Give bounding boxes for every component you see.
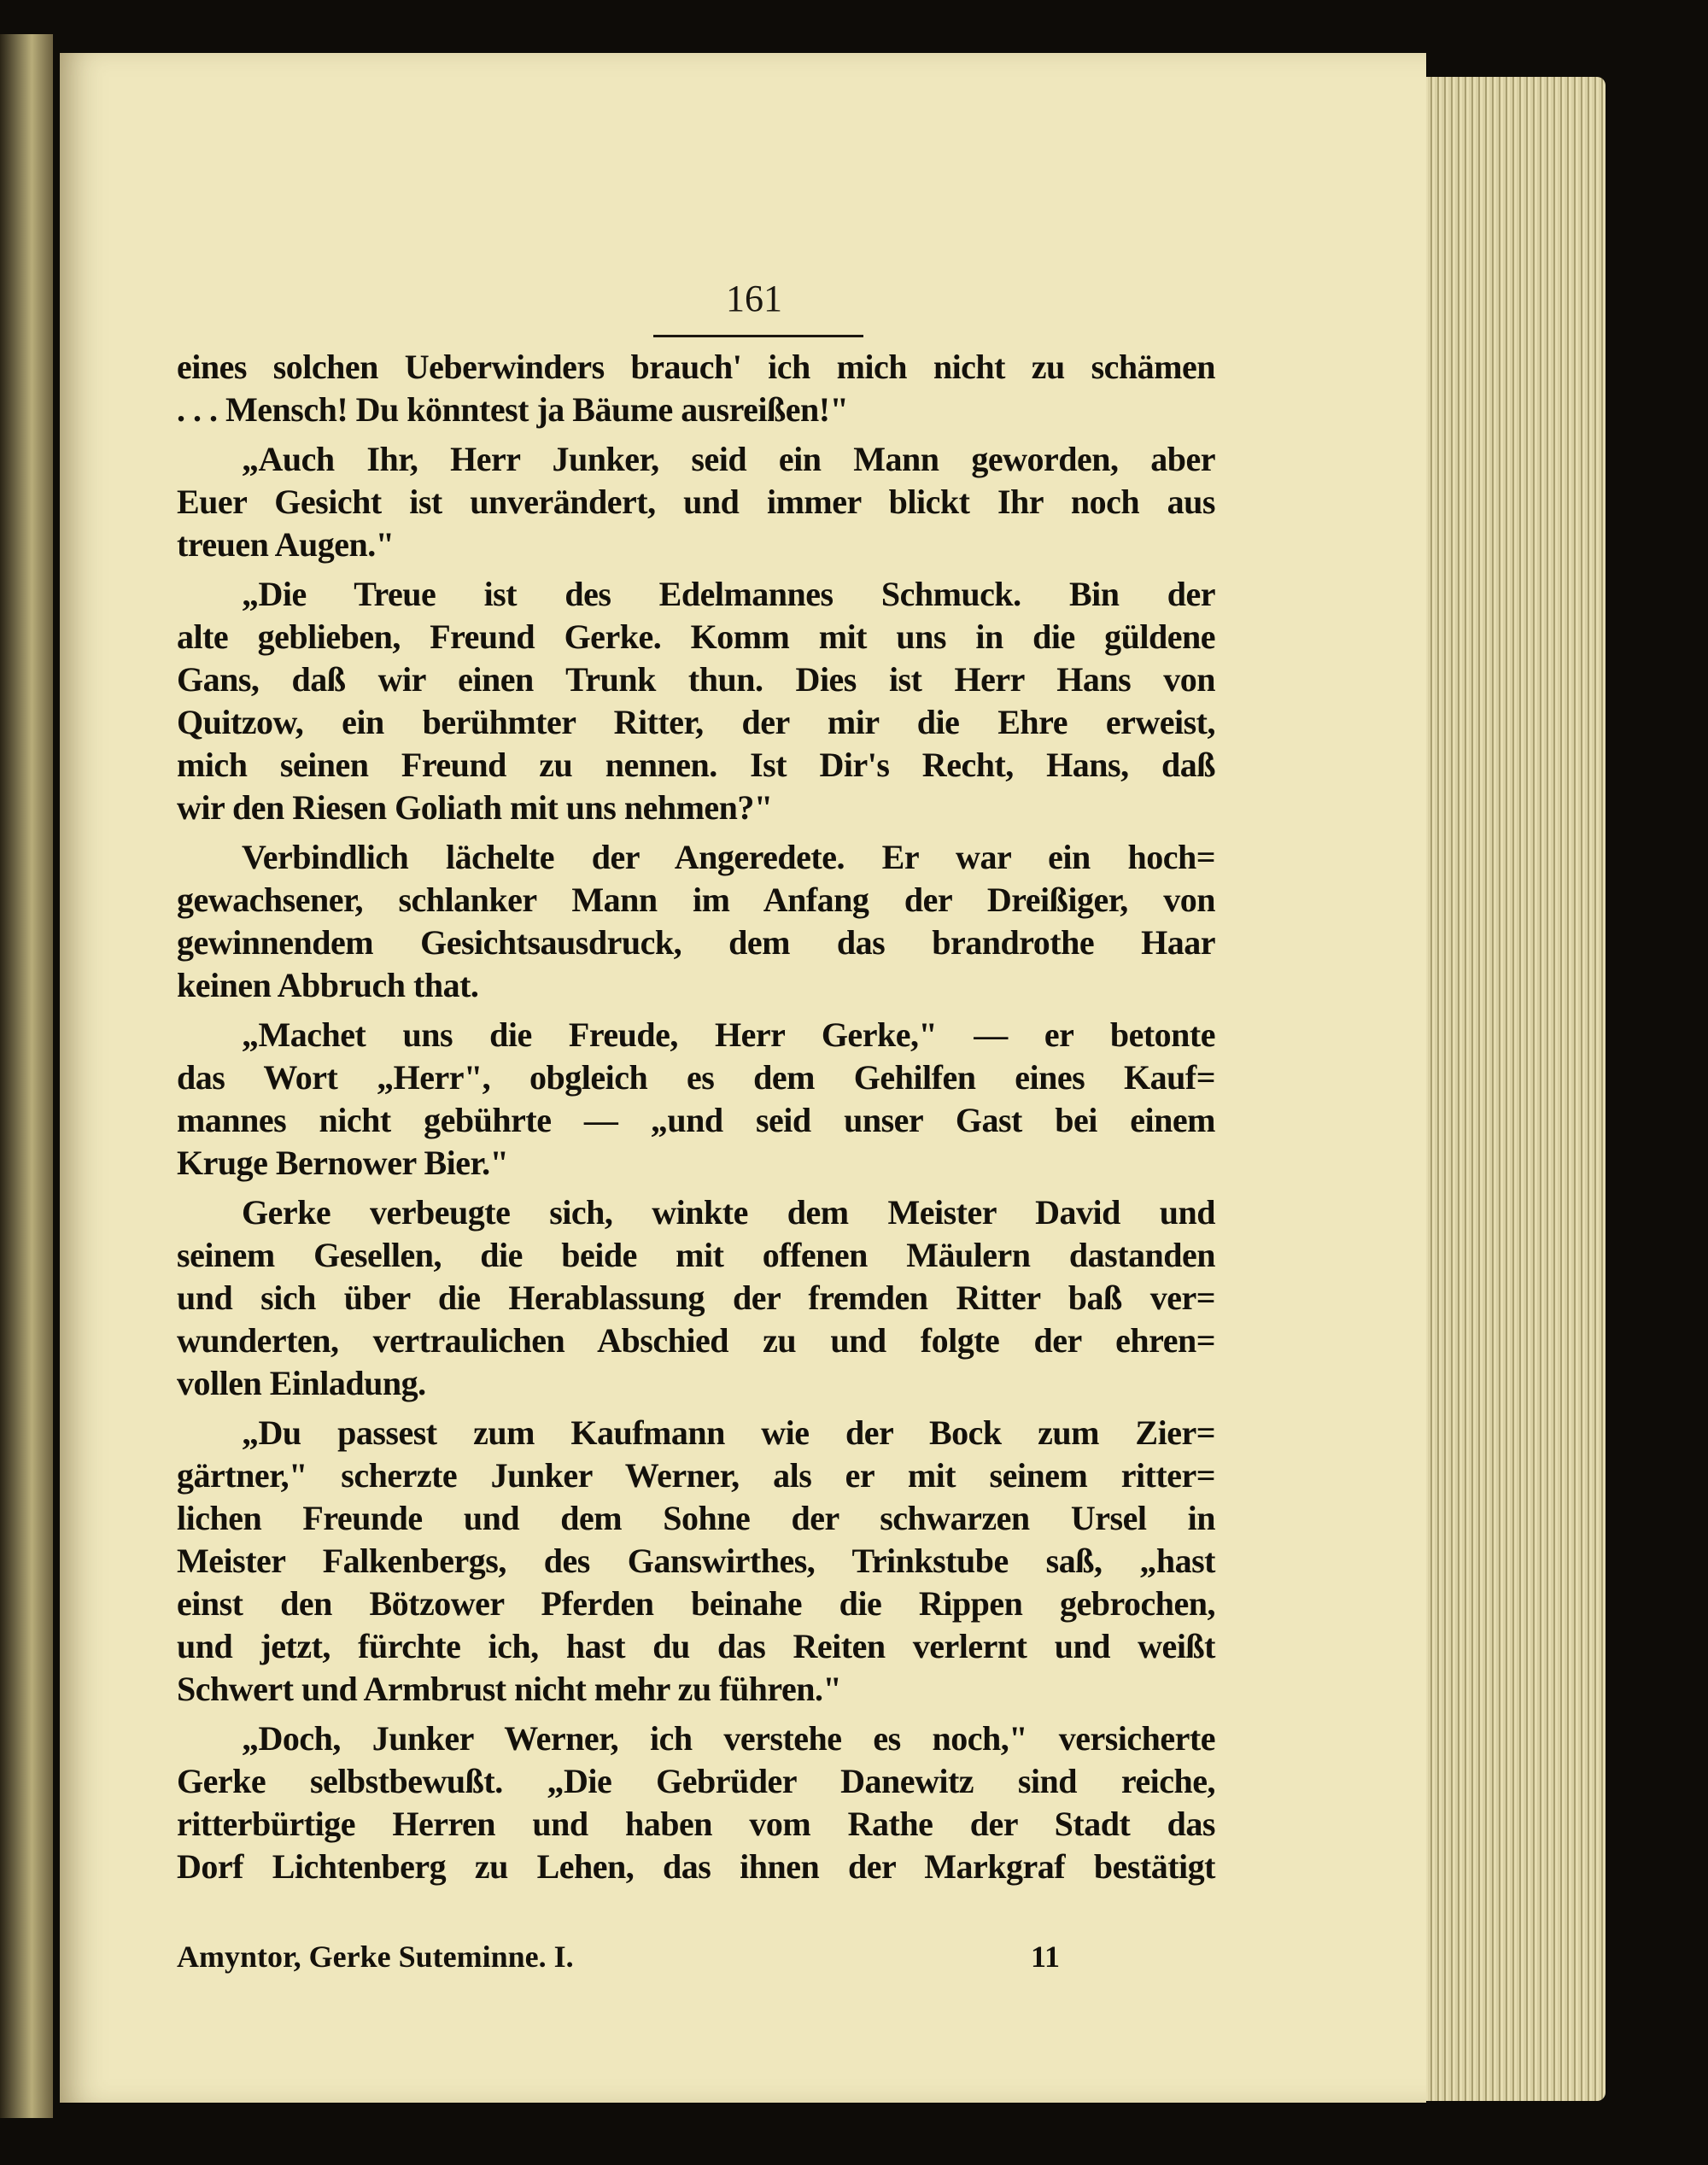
text-line: wunderten, vertraulichen Abschied zu und folgte der ehren= bbox=[177, 1321, 1215, 1360]
page-footer bbox=[177, 1939, 1215, 1975]
text-line: Verbindlich lächelte der Angeredete. Er war ein hoch= bbox=[242, 838, 1215, 876]
text-line: seinem Gesellen, die beide mit offenen Mäulern dastanden bbox=[177, 1236, 1215, 1274]
text-line: und jetzt, fürchte ich, hast du das Reiten verlernt und weißt bbox=[177, 1627, 1215, 1665]
text-line: keinen Abbruch that. bbox=[177, 966, 479, 1004]
text-line: einst den Bötzower Pferden beinahe die Rippen gebrochen, bbox=[177, 1584, 1215, 1623]
text-line: „Doch, Junker Werner, ich verstehe es noch," versicherte bbox=[242, 1719, 1215, 1758]
paragraph bbox=[177, 573, 1215, 829]
text-line: eines solchen Ueberwinders brauch' ich mich nicht zu schämen bbox=[177, 348, 1215, 386]
text-line: Gerke selbstbewußt. „Die Gebrüder Danewitz sind reiche, bbox=[177, 1762, 1215, 1800]
text-line: mich seinen Freund zu nennen. Ist Dir's Recht, Hans, daß bbox=[177, 746, 1215, 784]
text-line: gewachsener, schlanker Mann im Anfang der Dreißiger, von bbox=[177, 881, 1215, 919]
text-line: Kruge Bernower Bier." bbox=[177, 1144, 509, 1182]
paragraph bbox=[177, 1014, 1215, 1185]
text-line: Dorf Lichtenberg zu Lehen, das ihnen der Markgraf bestätigt bbox=[177, 1847, 1215, 1886]
signature-mark: 11 bbox=[1031, 1940, 1061, 1974]
text-line: „Machet uns die Freude, Herr Gerke," — er betonte bbox=[242, 1015, 1215, 1054]
page-number: 161 bbox=[726, 278, 782, 319]
text-line: Gerke verbeugte sich, winkte dem Meister David und bbox=[242, 1193, 1215, 1232]
text-line: gärtner," scherzte Junker Werner, als er mit seinem ritter= bbox=[177, 1456, 1215, 1495]
text-line: alte geblieben, Freund Gerke. Komm mit uns in die güldene bbox=[177, 617, 1215, 656]
text-line: „Du passest zum Kaufmann wie der Bock zum Zier= bbox=[242, 1413, 1215, 1452]
text-line: Euer Gesicht ist unverändert, und immer blickt Ihr noch aus bbox=[177, 483, 1215, 521]
paragraph bbox=[177, 836, 1215, 1007]
paragraph bbox=[177, 1717, 1215, 1888]
footer-source: Amyntor, Gerke Suteminne. I. bbox=[177, 1940, 574, 1974]
text-line: und sich über die Herablassung der fremden Ritter baß ver= bbox=[177, 1279, 1215, 1317]
text-line: das Wort „Herr", obgleich es dem Gehilfen eines Kauf= bbox=[177, 1058, 1215, 1097]
text-line: . . . Mensch! Du könntest ja Bäume ausreißen!" bbox=[177, 390, 849, 429]
text-line: gewinnendem Gesichtsausdruck, dem das brandrothe Haar bbox=[177, 923, 1215, 962]
text-line: Quitzow, ein berühmter Ritter, der mir die Ehre erweist, bbox=[177, 703, 1215, 741]
facing-page-edge bbox=[0, 34, 53, 2118]
page-block-edges bbox=[1401, 77, 1606, 2101]
text-line: „Auch Ihr, Herr Junker, seid ein Mann geworden, aber bbox=[242, 440, 1215, 478]
paragraph bbox=[177, 1412, 1215, 1711]
text-line: wir den Riesen Goliath mit uns nehmen?" bbox=[177, 788, 773, 827]
text-line: Schwert und Armbrust nicht mehr zu führen." bbox=[177, 1670, 842, 1708]
text-line: Gans, daß wir einen Trunk thun. Dies ist Herr Hans von bbox=[177, 660, 1215, 699]
text-line: „Die Treue ist des Edelmannes Schmuck. Bin der bbox=[242, 575, 1215, 613]
text-line: lichen Freunde und dem Sohne der schwarzen Ursel in bbox=[177, 1499, 1215, 1537]
text-line: ritterbürtige Herren und haben vom Rathe der Stadt das bbox=[177, 1805, 1215, 1843]
body-text bbox=[177, 346, 1215, 1895]
paragraph bbox=[177, 346, 1215, 431]
text-line: mannes nicht gebührte — „und seid unser Gast bei einem bbox=[177, 1101, 1215, 1139]
header-rule bbox=[653, 335, 863, 337]
text-line: Meister Falkenbergs, des Ganswirthes, Trinkstube saß, „hast bbox=[177, 1542, 1215, 1580]
paragraph bbox=[177, 438, 1215, 566]
text-line: vollen Einladung. bbox=[177, 1364, 426, 1402]
text-line: treuen Augen." bbox=[177, 525, 395, 564]
paragraph bbox=[177, 1191, 1215, 1405]
